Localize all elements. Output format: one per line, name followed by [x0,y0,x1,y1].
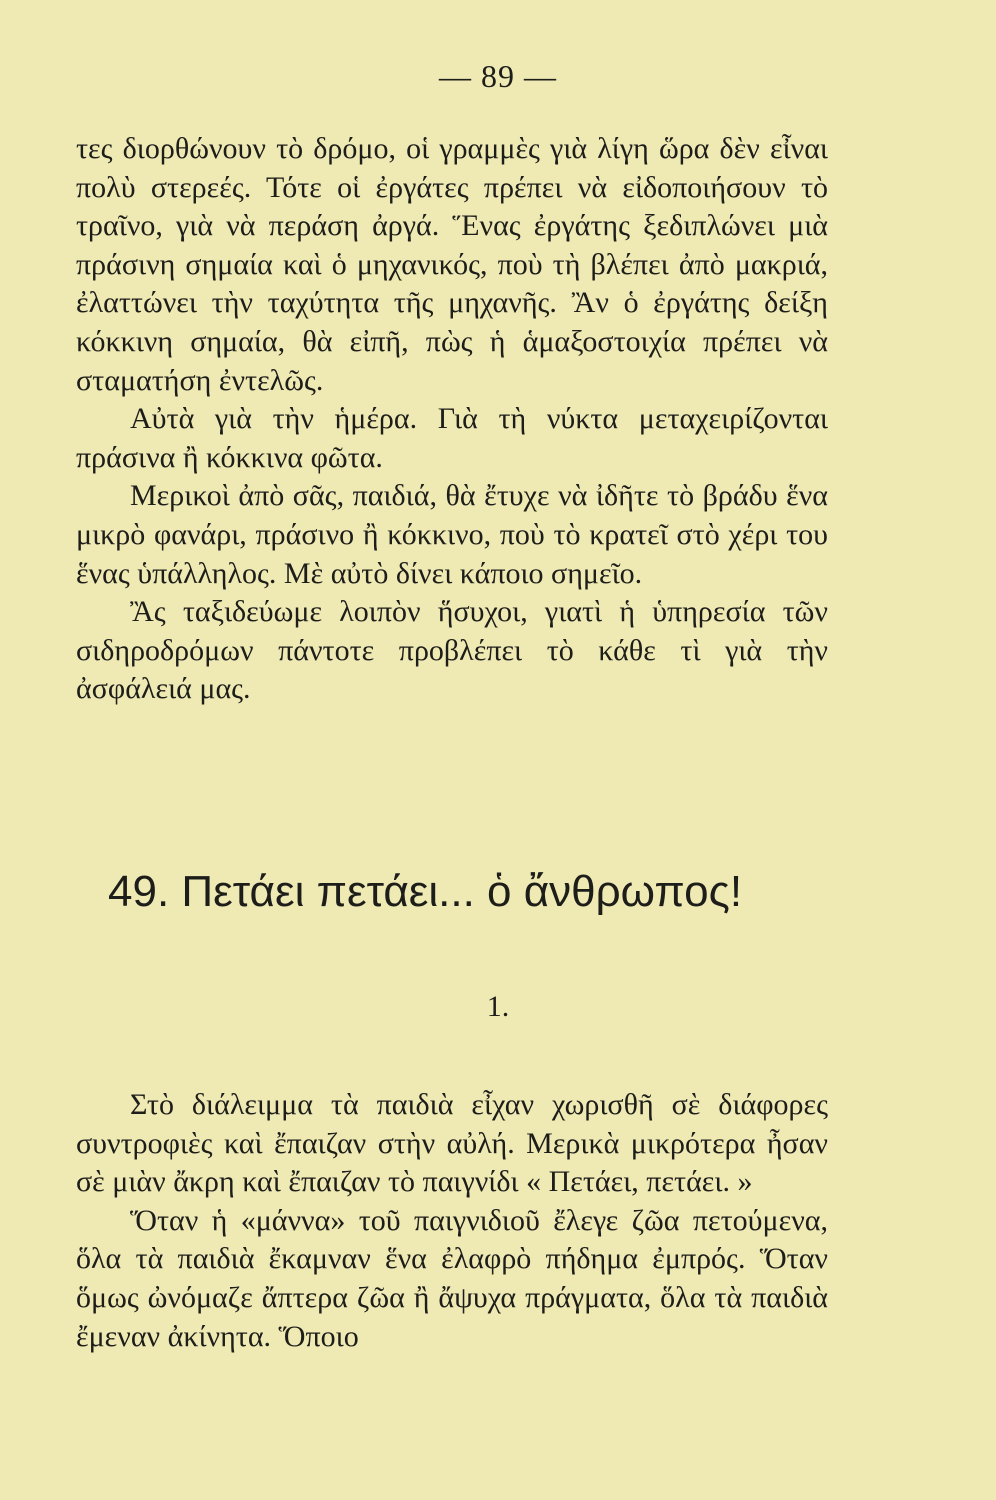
chapter-heading: 49. Πετάει πετάει... ὁ ἄνθρωπος! [108,867,743,916]
paragraph: τες διορθώνουν τὸ δρόμο, οἱ γραμμὲς γιὰ λίγη ὥρα δὲν εἶναι πολὺ στερεές. Τότε οἱ ἐργάτες πρέπει νὰ εἰδοποιήσουν τὸ τραῖνο, γιὰ νὰ περάση ἀργά. Ἕνας ἐργάτης ξεδιπλώνει μιὰ πράσινη σημαία καὶ ὁ μηχανικός, ποὺ τὴ βλέπει ἀπὸ μακριά, ἐλαττώνει τὴν ταχύτητα τῆς μηχανῆς. Ἂν ὁ ἐργάτης δείξη κόκκινη σημαία, θὰ εἰπῆ, πὼς ἡ ἁμαξοστοιχία πρέπει νὰ σταματήση ἐντελῶς. [76,132,828,397]
page-number: — 89 — [439,58,557,94]
paragraph: Ὅταν ἡ «μάννα» τοῦ παιγνιδιοῦ ἔλεγε ζῶα πετούμενα, ὅλα τὰ παιδιὰ ἔκαμναν ἕνα ἐλαφρὸ πήδημα ἐμπρός. Ὅταν ὅμως ὠνόμαζε ἄπτερα ζῶα ἢ ἄψυχα πράγματα, ὅλα τὰ παιδιὰ ἔμεναν ἀκίνητα. Ὅποιο [76,1203,828,1353]
section-number: 1. [486,990,510,1023]
paragraph: Στὸ διάλειμμα τὰ παιδιὰ εἶχαν χωρισθῆ σὲ διάφορες συντροφιὲς καὶ ἔπαιζαν στὴν αὐλή. Μερικὰ μικρότερα ἦσαν σὲ μιὰν ἄκρη καὶ ἔπαιζαν τὸ παιγνίδι « Πετάει, πετάει. » [76,1088,828,1199]
paragraph: Μερικοὶ ἀπὸ σᾶς, παιδιά, θὰ ἔτυχε νὰ ἰδῆτε τὸ βράδυ ἕνα μικρὸ φανάρι, πράσινο ἢ κόκκινο, ποὺ τὸ κρατεῖ στὸ χέρι του ἕνας ὑπάλληλος. Μὲ αὐτὸ δίνει κάποιο σημεῖο. [76,479,828,590]
upper-text-block [76,130,828,709]
paragraph: Αὐτὰ γιὰ τὴν ἡμέρα. Γιὰ τὴ νύκτα μεταχειρίζονται πράσινα ἢ κόκκινα φῶτα. [76,402,828,474]
lower-text-block [76,1086,828,1356]
paragraph: Ἂς ταξιδεύωμε λοιπὸν ἥσυχοι, γιατὶ ἡ ὑπηρεσία τῶν σιδηροδρόμων πάντοτε προβλέπει τὸ κάθε τὶ γιὰ τὴν ἀσφάλειά μας. [76,595,828,706]
